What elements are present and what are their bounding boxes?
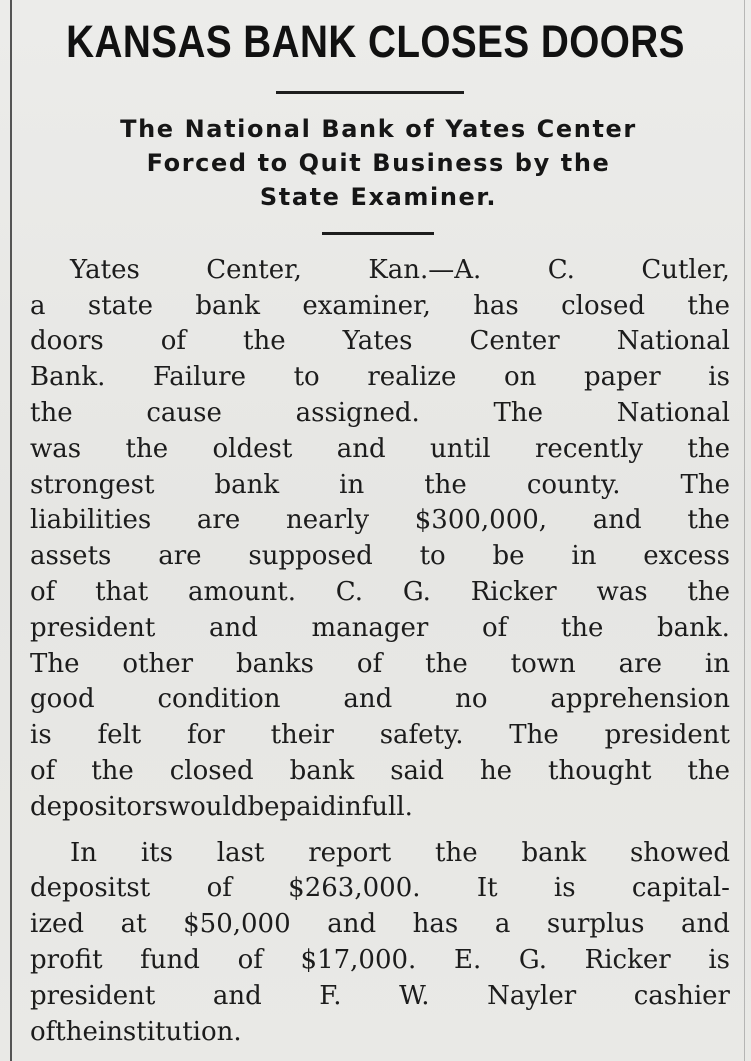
article-line: president and manager of the bank. <box>30 612 730 643</box>
article-line: ized at $50,000 and has a surplus and <box>30 909 730 940</box>
article-line: Yates Center, Kan.—A. C. Cutler, <box>70 254 730 285</box>
subheadline-line: The National Bank of Yates Center <box>120 115 637 143</box>
column-rule-right <box>744 0 745 1061</box>
article-line: profit fund of $17,000. E. G. Ricker is <box>30 945 730 976</box>
column-rule-left <box>10 0 12 1061</box>
article-line: depositors would be paid in full. <box>30 791 413 822</box>
article-line: of the institution. <box>30 1016 242 1047</box>
article-line: assets are supposed to be in excess <box>30 541 730 572</box>
article-line: president and F. W. Nayler cashier <box>30 980 730 1011</box>
article-line: of the closed bank said he thought the <box>30 756 730 787</box>
article-line: The other banks of the town are in <box>30 648 730 679</box>
subheadline <box>20 112 737 214</box>
article-line: depositst of $263,000. It is capital- <box>30 873 730 904</box>
article-paragraph <box>30 252 730 825</box>
headline-divider <box>276 91 464 94</box>
article-paragraph <box>30 835 730 1050</box>
subheadline-divider <box>322 232 434 235</box>
headline: KANSAS BANK CLOSES DOORS <box>66 16 685 67</box>
article-line: was the oldest and until recently the <box>30 433 730 464</box>
article-line: of that amount. C. G. Ricker was the <box>30 577 730 608</box>
article-line: the cause assigned. The National <box>30 398 730 429</box>
subheadline-line: Forced to Quit Business by the <box>146 149 611 177</box>
article-line: Bank. Failure to realize on paper is <box>30 362 730 393</box>
article-line: good condition and no apprehension <box>30 684 730 715</box>
article-line: doors of the Yates Center National <box>30 326 730 357</box>
subheadline-line: State Examiner. <box>259 183 498 211</box>
article-line: is felt for their safety. The president <box>30 720 730 751</box>
article-line: liabilities are nearly $300,000, and the <box>30 505 730 536</box>
article-line: In its last report the bank showed <box>70 837 730 868</box>
article-line: strongest bank in the county. The <box>30 469 730 500</box>
article-body <box>30 252 730 1050</box>
article-line: a state bank examiner, has closed the <box>30 290 730 321</box>
